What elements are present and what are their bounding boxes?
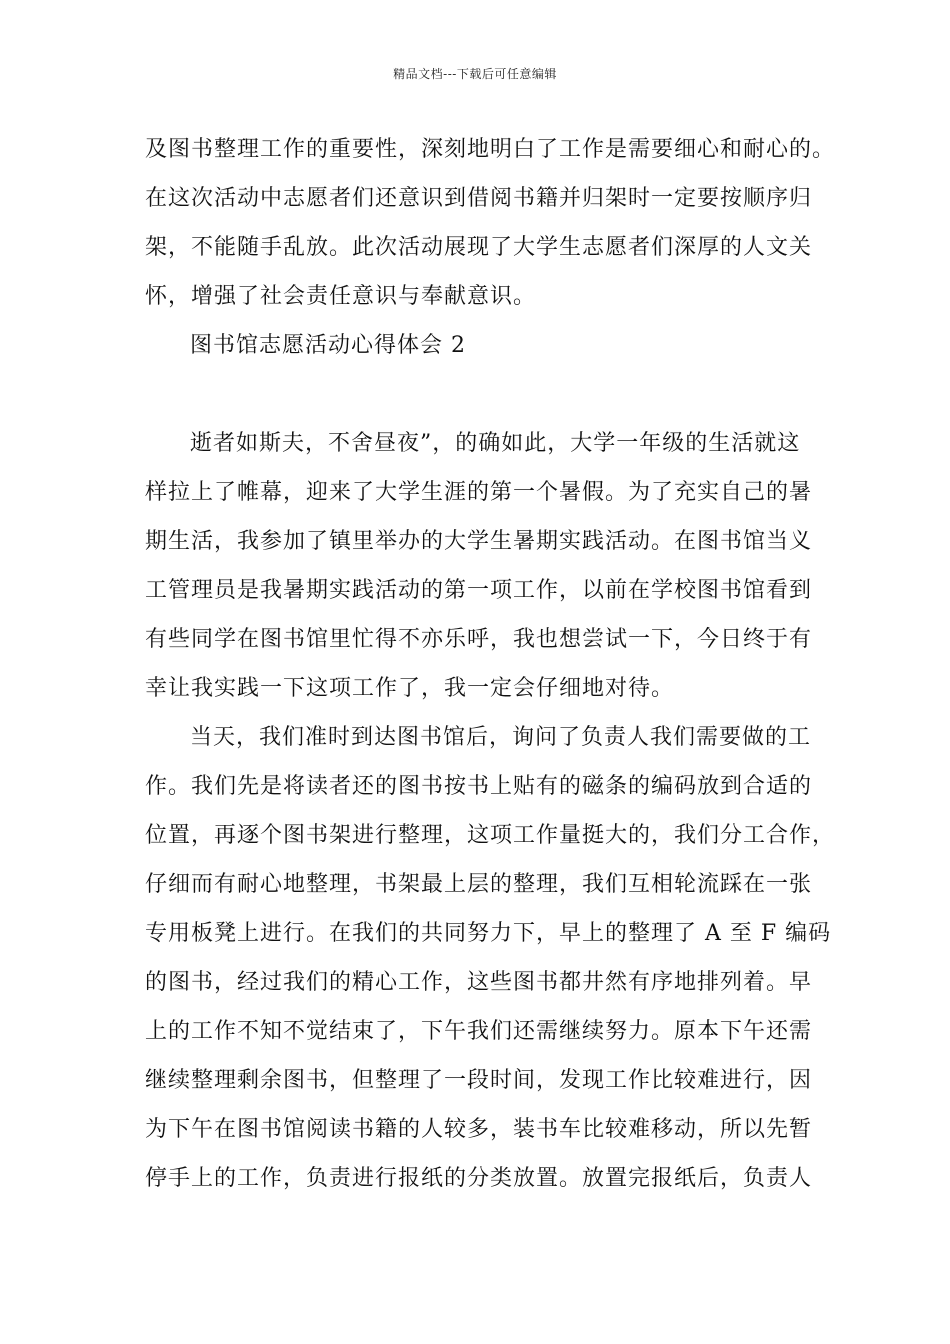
text-line: 架，不能随手乱放。此次活动展现了大学生志愿者们深厚的人文关	[145, 235, 813, 260]
text-line: 逝者如斯夫，不舍昼夜”，的确如此，大学一年级的生活就这	[190, 431, 801, 456]
text-line: 继续整理剩余图书，但整理了一段时间，发现工作比较难进行，因	[145, 1068, 813, 1093]
text-line: 样拉上了帷幕，迎来了大学生涯的第一个暑假。为了充实自己的暑	[145, 480, 813, 505]
text-line: 及图书整理工作的重要性，深刻地明白了工作是需要细心和耐心的。	[145, 137, 836, 162]
text-line: 位置，再逐个图书架进行整理，这项工作量挺大的，我们分工合作，	[145, 823, 836, 848]
text-line: 停手上的工作，负责进行报纸的分类放置。放置完报纸后，负责人	[145, 1166, 813, 1191]
text-line: 有些同学在图书馆里忙得不亦乐呼，我也想尝试一下，今日终于有	[145, 627, 813, 652]
text-line: 的图书，经过我们的精心工作，这些图书都井然有序地排列着。早	[145, 970, 813, 995]
text-line: 作。我们先是将读者还的图书按书上贴有的磁条的编码放到合适的	[145, 774, 813, 799]
text-line: 工管理员是我暑期实践活动的第一项工作，以前在学校图书馆看到	[145, 578, 813, 603]
text-line: 在这次活动中志愿者们还意识到借阅书籍并归架时一定要按顺序归	[145, 186, 813, 211]
document-body	[145, 131, 836, 1209]
text-line: 上的工作不知不觉结束了，下午我们还需继续努力。原本下午还需	[145, 1019, 813, 1044]
section-heading: 图书馆志愿活动心得体会 2	[190, 333, 466, 358]
text-line: 当天，我们准时到达图书馆后，询问了负责人我们需要做的工	[190, 725, 812, 750]
text-line: 为下午在图书馆阅读书籍的人较多，装书车比较难移动，所以先暂	[145, 1117, 813, 1142]
text-line: 期生活，我参加了镇里举办的大学生暑期实践活动。在图书馆当义	[145, 529, 813, 554]
text-line: 幸让我实践一下这项工作了，我一定会仔细地对待。	[145, 676, 675, 701]
text-line: 专用板凳上进行。在我们的共同努力下，早上的整理了 A 至 F 编码	[145, 921, 832, 946]
text-line: 怀，增强了社会责任意识与奉献意识。	[145, 284, 537, 309]
blank-line	[145, 376, 810, 425]
page-header: 精品文档---下载后可任意编辑	[393, 67, 557, 81]
text-line: 仔细而有耐心地整理，书架最上层的整理，我们互相轮流踩在一张	[145, 872, 813, 897]
